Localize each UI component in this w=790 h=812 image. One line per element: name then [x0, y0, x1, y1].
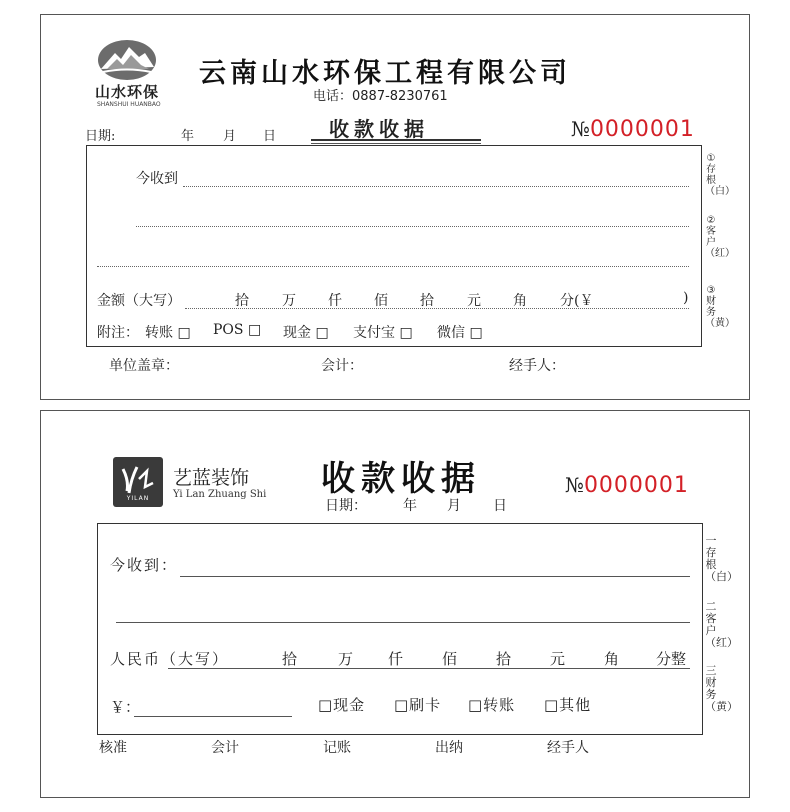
- side-copy-2: ②客户（红）: [705, 215, 735, 259]
- unit-wan-r2: 万: [338, 650, 354, 668]
- title-underline-2: [311, 143, 481, 144]
- receipt-title: 收款收据: [329, 117, 429, 141]
- yuan-symbol-label: ￥：: [110, 698, 141, 716]
- side-copy-1b: 一存根（白）: [705, 534, 738, 583]
- receipt-2: [40, 410, 750, 798]
- amount-label: 金额（大写）: [97, 293, 181, 309]
- unit-fen-r2: 分整: [656, 650, 687, 668]
- unit-fen: 分: [560, 293, 574, 309]
- unit-qian-r2: 仟: [388, 650, 404, 668]
- unit-yuan-r2: 元: [550, 650, 566, 668]
- side-copy-1: ①存根（白）: [705, 153, 735, 197]
- logo-text: 山水环保: [95, 83, 160, 101]
- payment-transfer-2[interactable]: □转账: [468, 696, 516, 714]
- date-year: 年: [181, 129, 195, 144]
- yilan-logo-icon: [113, 457, 163, 507]
- received-from-line-2[interactable]: [180, 576, 690, 577]
- date-label: 日期:: [85, 129, 116, 144]
- payment-card-2[interactable]: □刷卡: [394, 696, 442, 714]
- footer-handler-2: 经手人: [547, 740, 589, 756]
- received-from-label: 今收到: [136, 171, 178, 187]
- unit-bai: 佰: [374, 293, 388, 309]
- received-line-3[interactable]: [97, 266, 689, 267]
- unit-jiao: 角: [513, 293, 527, 309]
- date-month-2: 月: [447, 498, 461, 514]
- payment-wechat[interactable]: 微信 □: [437, 325, 483, 341]
- side-copy-3: ③财务（黄）: [705, 285, 735, 329]
- side-copy-2b: 二客户（红）: [705, 600, 738, 649]
- unit-jiao-r2: 角: [604, 650, 620, 668]
- company-logo: [93, 39, 193, 109]
- company-phone: 电话：0887-8230761: [313, 89, 448, 104]
- mountain-logo-icon: [97, 39, 157, 81]
- footer-bookkeeping: 记账: [323, 740, 351, 756]
- receipt-1: [40, 14, 750, 400]
- yuan-amount-line[interactable]: [134, 716, 292, 717]
- footer-handler: 经手人：: [509, 358, 565, 374]
- date-day-2: 日: [493, 498, 507, 514]
- yuan-open: (￥: [574, 293, 594, 309]
- received-from-line[interactable]: [183, 186, 689, 187]
- payment-transfer[interactable]: 转账 □: [145, 325, 191, 341]
- unit-qian: 仟: [328, 293, 342, 309]
- logo-mark: YILAN: [126, 495, 150, 502]
- receipt-body-2: [97, 523, 703, 735]
- receipt-number: [571, 117, 695, 142]
- company-name: 云南山水环保工程有限公司: [199, 58, 571, 89]
- footer-approve: 核准: [99, 740, 127, 756]
- logo-subtext-2: Yi Lan Zhuang Shi: [173, 489, 267, 500]
- footer-seal: 单位盖章：: [109, 358, 179, 374]
- side-copy-3b: 三财务（黄）: [705, 664, 738, 713]
- unit-wan: 万: [282, 293, 296, 309]
- unit-shi-2: 拾: [420, 293, 434, 309]
- amount-line[interactable]: [185, 308, 689, 309]
- received-line-2[interactable]: [136, 226, 689, 227]
- yuan-close: ): [683, 290, 689, 306]
- payment-alipay[interactable]: 支付宝 □: [353, 325, 413, 341]
- unit-bai-r2: 佰: [442, 650, 458, 668]
- received-line-2b[interactable]: [116, 622, 690, 623]
- payment-cash[interactable]: 现金 □: [283, 325, 329, 341]
- title-underline: [311, 139, 481, 141]
- unit-shi: 拾: [235, 293, 249, 309]
- company-logo-2: [113, 457, 313, 513]
- receipt-title-2: 收款收据: [321, 459, 481, 499]
- date-label-2: 日期：: [325, 498, 367, 514]
- rmb-label: 人民币（大写）: [110, 650, 230, 668]
- unit-yuan: 元: [467, 293, 481, 309]
- receipt-number-2: [565, 473, 689, 498]
- footer-cashier: 出纳: [435, 740, 463, 756]
- unit-shi-2-r2: 拾: [496, 650, 512, 668]
- number-value-2: 0000001: [583, 473, 689, 498]
- received-from-label-2: 今收到：: [110, 556, 179, 574]
- date-month: 月: [223, 129, 237, 144]
- logo-subtext: SHANSHUI HUANBAO: [97, 101, 161, 108]
- number-prefix-2: №: [565, 473, 584, 497]
- date-day: 日: [263, 129, 277, 144]
- number-prefix: №: [571, 117, 590, 141]
- payment-pos[interactable]: POS □: [213, 322, 262, 338]
- footer-accountant-2: 会计: [211, 740, 239, 756]
- payment-other-2[interactable]: □其他: [544, 696, 592, 714]
- number-value: 0000001: [589, 117, 695, 142]
- payment-cash-2[interactable]: □现金: [318, 696, 366, 714]
- receipt-body: [86, 145, 702, 347]
- date-year-2: 年: [403, 498, 417, 514]
- logo-text-2: 艺蓝装饰: [173, 467, 250, 489]
- footer-accountant: 会计：: [321, 358, 363, 374]
- unit-shi-r2: 拾: [282, 650, 298, 668]
- note-label: 附注：: [97, 325, 139, 341]
